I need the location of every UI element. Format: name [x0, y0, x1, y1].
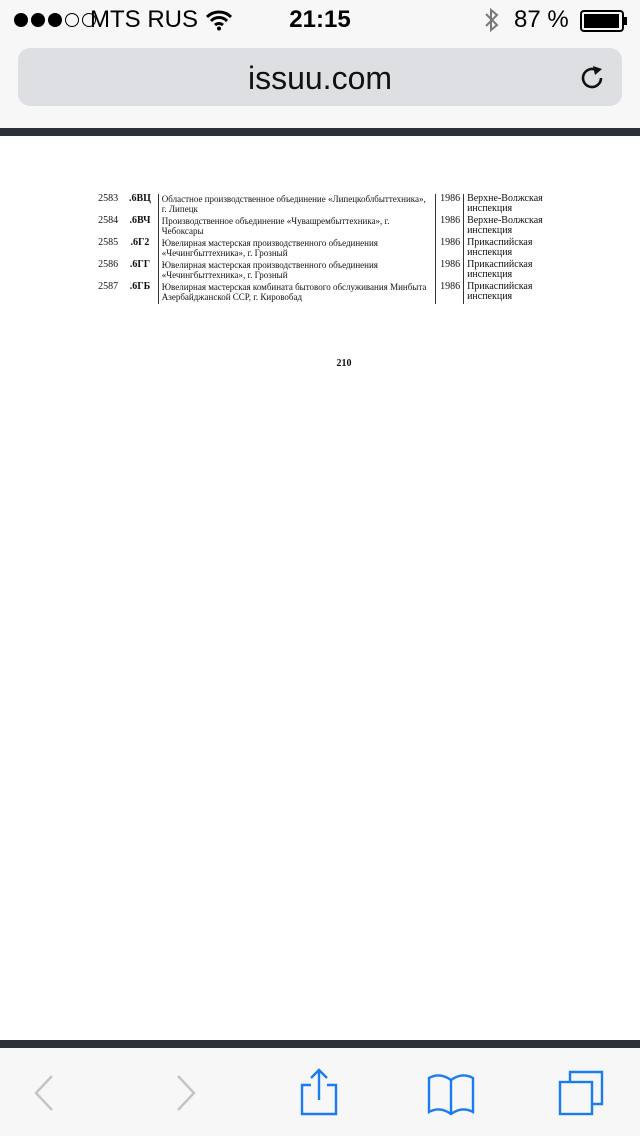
forward-chevron-icon[interactable] — [160, 1068, 210, 1118]
row-inspection: Прикаспийская инспекция — [467, 237, 533, 258]
row-organization: Ювелирная мастерская комбината бытового обслуживания Минбыта Азербайджанской ССР, г. Кировобад — [158, 282, 435, 304]
row-year: 1986 — [435, 194, 463, 216]
row-organization: Производственное объединение «Чувашрембыттехника», г. Чебоксары — [158, 216, 435, 238]
row-organization: Ювелирная мастерская производственного объединения «Чечингбыттехника», г. Грозный — [158, 238, 435, 260]
battery-percent: 87 % — [514, 6, 569, 33]
page-number: 210 — [336, 358, 352, 369]
table-row — [88, 238, 560, 260]
row-year: 1986 — [435, 216, 463, 238]
row-code: .6ВЦ — [122, 194, 158, 216]
share-icon[interactable] — [294, 1068, 344, 1118]
row-code: .6ВЧ — [122, 216, 158, 238]
status-bar — [0, 0, 640, 40]
row-code: .6ГГ — [122, 260, 158, 282]
row-organization: Ювелирная мастерская производственного объединения «Чечингбыттехника», г. Грозный — [158, 260, 435, 282]
row-inspection: Верхне-Волжская инспекция — [467, 193, 543, 214]
row-year: 1986 — [435, 260, 463, 282]
row-number: 2584 — [98, 215, 119, 226]
url-text[interactable]: issuu.com — [247, 60, 393, 96]
address-field[interactable] — [18, 48, 622, 106]
bookmarks-icon[interactable] — [426, 1068, 476, 1118]
row-organization: Областное производственное объединение «Липецкоблбыттехника», г. Липецк — [158, 194, 435, 216]
table-row — [88, 194, 560, 216]
row-inspection: Прикаспийская инспекция — [467, 281, 533, 302]
row-number: 2586 — [98, 259, 119, 270]
row-inspection: Верхне-Волжская инспекция — [467, 215, 543, 236]
bluetooth-icon — [484, 7, 500, 33]
document-table — [88, 194, 560, 304]
row-number: 2585 — [98, 237, 119, 248]
row-year: 1986 — [435, 238, 463, 260]
carrier-name: MTS RUS — [90, 6, 198, 33]
table-row — [88, 216, 560, 238]
row-year: 1986 — [435, 282, 463, 304]
table-row — [88, 260, 560, 282]
battery-icon — [580, 10, 628, 32]
browser-address-area — [0, 40, 640, 128]
web-page-content — [0, 136, 640, 1040]
clock: 21:15 — [289, 6, 351, 33]
table-row — [88, 282, 560, 304]
row-number: 2583 — [98, 193, 119, 204]
reload-icon[interactable] — [578, 64, 606, 92]
row-number: 2587 — [98, 281, 119, 292]
browser-toolbar — [0, 1048, 640, 1136]
row-inspection: Прикаспийская инспекция — [467, 259, 533, 280]
row-code: .6Г2 — [122, 238, 158, 260]
tabs-icon[interactable] — [556, 1068, 606, 1118]
back-chevron-icon[interactable] — [20, 1068, 70, 1118]
row-code: .6ГБ — [122, 282, 158, 304]
